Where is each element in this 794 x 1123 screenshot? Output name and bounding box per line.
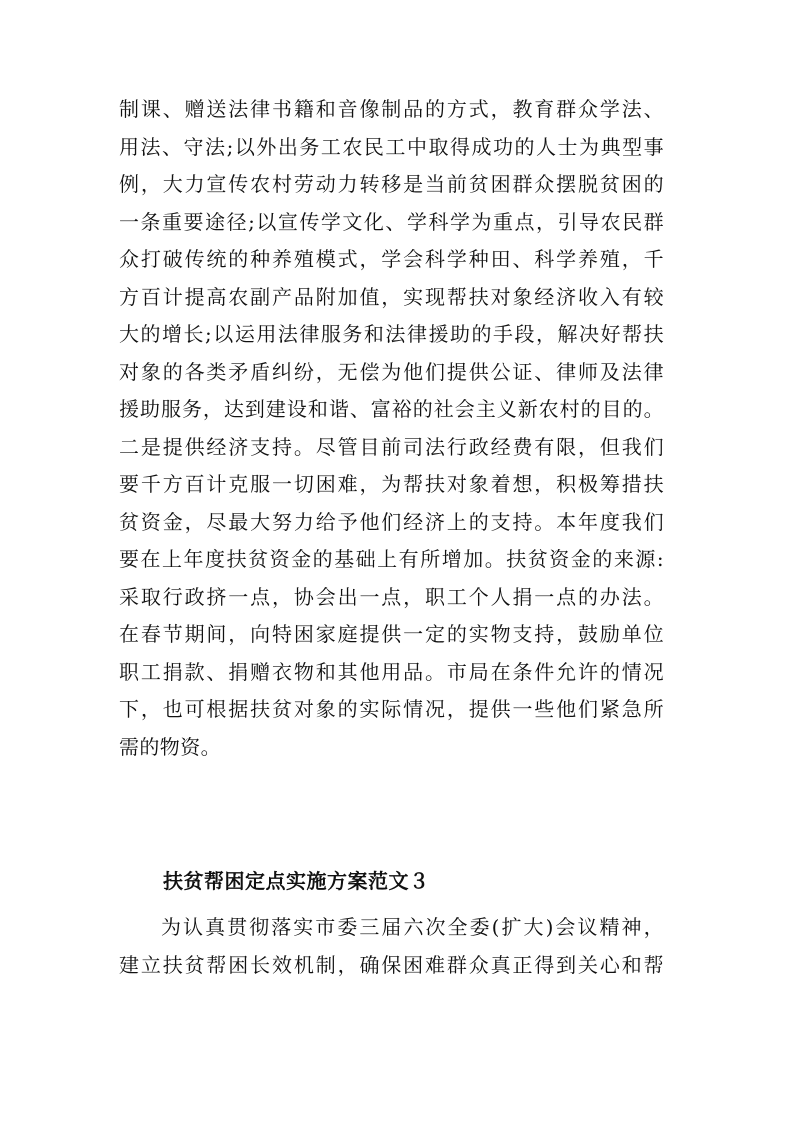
text-line: 要千方百计克服一切困难，为帮扶对象着想，积极筹措扶 bbox=[119, 472, 664, 496]
body-paragraph bbox=[119, 91, 664, 766]
text-line: 贫资金，尽最大努力给予他们经济上的支持。本年度我们 bbox=[119, 509, 664, 534]
text-line: 在春节期间，向特困家庭提供一定的实物支持，鼓励单位 bbox=[119, 622, 664, 646]
next-paragraph bbox=[119, 909, 664, 984]
text-line: 方百计提高农副产品附加值，实现帮扶对象经济收入有较 bbox=[119, 284, 664, 309]
text-line: 对象的各类矛盾纠纷，无偿为他们提供公证、律师及法律 bbox=[119, 359, 664, 384]
text-line: 为认真贯彻落实市委三届六次全委(扩大)会议精神， bbox=[161, 915, 664, 939]
text-line: 用法、守法;以外出务工农民工中取得成功的人士为典型事 bbox=[119, 134, 664, 159]
text-line: 二是提供经济支持。尽管目前司法行政经费有限，但我们 bbox=[119, 434, 664, 459]
text-line: 建立扶贫帮困长效机制，确保困难群众真正得到关心和帮 bbox=[119, 952, 664, 977]
text-line: 职工捐款、捐赠衣物和其他用品。市局在条件允许的情况 bbox=[119, 659, 664, 684]
text-line: 例，大力宣传农村劳动力转移是当前贫困群众摆脱贫困的 bbox=[119, 172, 664, 196]
text-line: 要在上年度扶贫资金的基础上有所增加。扶贫资金的来源: bbox=[119, 547, 664, 571]
text-line: 需的物资。 bbox=[119, 734, 221, 759]
text-line: 大的增长;以运用法律服务和法律援助的手段，解决好帮扶 bbox=[119, 322, 664, 346]
section-heading: 扶贫帮困定点实施方案范文３ bbox=[163, 869, 430, 893]
text-line: 众打破传统的种养殖模式，学会科学种田、科学养殖，千 bbox=[119, 247, 664, 271]
text-line: 采取行政挤一点，协会出一点，职工个人捐一点的办法。 bbox=[119, 584, 664, 609]
text-line: 下，也可根据扶贫对象的实际情况，提供一些他们紧急所 bbox=[119, 697, 664, 721]
text-line: 制课、赠送法律书籍和音像制品的方式，教育群众学法、 bbox=[119, 97, 664, 121]
text-line: 援助服务，达到建设和谐、富裕的社会主义新农村的目的。 bbox=[119, 397, 664, 421]
text-line: 一条重要途径;以宣传学文化、学科学为重点，引导农民群 bbox=[119, 209, 664, 234]
